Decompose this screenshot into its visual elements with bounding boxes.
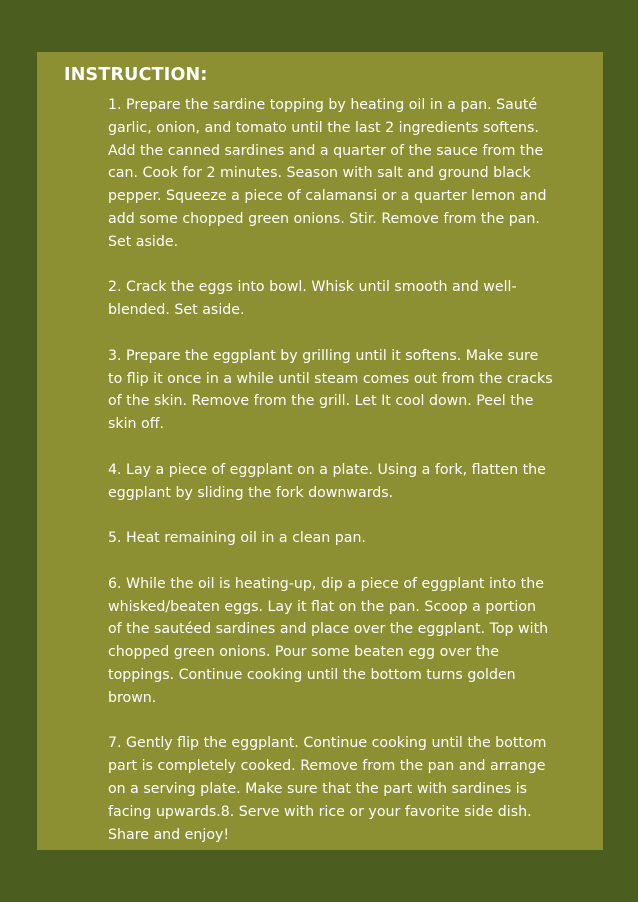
instruction-step: 6. While the oil is heating-up, dip a piece of eggplant into the whisked/beaten eggs. Lay it flat on the pan. Scoop a portion of the sautéed sardines and place over the eggplant. Top with chopped green onions. Pour some beaten egg over the toppings. Continue cooking until the bottom turns golden brown. (108, 575, 549, 706)
instruction-step: 7. Gently flip the eggplant. Continue cooking until the bottom part is completely cooked. Remove from the pan and arrange on a serving plate. Make sure that the part with sardines is facing upwards.8. Serve with rice or your favorite side dish. Share and enjoy! (108, 735, 547, 843)
instruction-step: 2. Crack the eggs into bowl. Whisk until smooth and well-blended. Set aside. (108, 279, 517, 319)
instruction-step: 5. Heat remaining oil in a clean pan. (108, 530, 366, 547)
instruction-step: 1. Prepare the sardine topping by heating oil in a pan. Sauté garlic, onion, and tomato until the last 2 ingredients softens. Add the canned sardines and a quarter of the sauce from the can. Cook for 2 minutes. Season with salt and ground black pepper. Squeeze a piece of calamansi or a quarter lemon and add some chopped green onions. Stir. Remove from the pan. Set aside. (108, 97, 547, 250)
instruction-panel (37, 52, 603, 850)
instruction-step: 3. Prepare the eggplant by grilling until it softens. Make sure to flip it once in a while until steam comes out from the cracks of the skin. Remove from the grill. Let It cool down. Peel the skin off. (108, 347, 553, 433)
instruction-steps-list (108, 94, 553, 846)
instruction-step: 4. Lay a piece of eggplant on a plate. Using a fork, flatten the eggplant by sliding the fork downwards. (108, 461, 546, 501)
instruction-heading: INSTRUCTION: (64, 65, 208, 85)
